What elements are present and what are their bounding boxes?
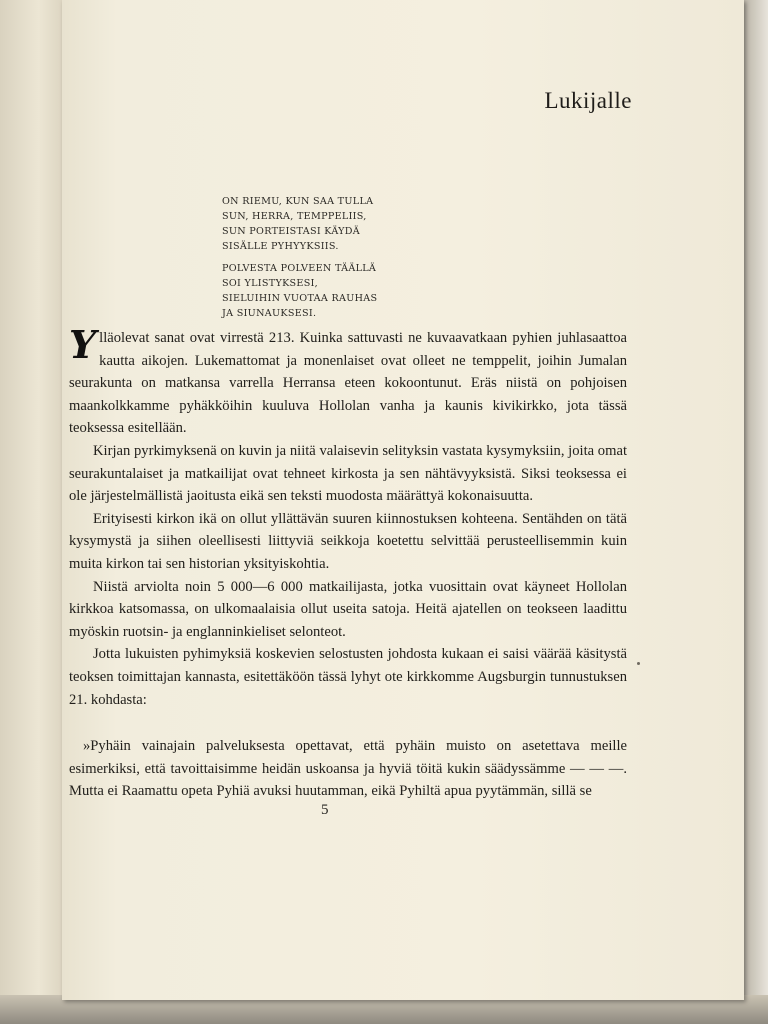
drop-cap: Y [69,322,97,367]
poem-line: SOI YLISTYKSESI, [222,278,319,289]
page-title: Lukijalle [544,88,632,113]
poem-stanza-2 [222,261,452,321]
paragraph-4: Niistä arviolta noin 5 000—6 000 matkailijasta, jotka vuosittain ovat käyneet Hollolan kirkkoa katsomassa, on ulkomaalaisia ollut useita satoja. Heitä ajatellen on teokseen laadittu myöskin ruotsin- ja englanninkieliset selonteot. [69,578,627,640]
poem-line: JA SIUNAUKSESI. [222,308,317,319]
poem-line: SUN, HERRA, TEMPPELIIS, [222,211,367,222]
page-speck [637,662,640,665]
facing-page-edge [0,0,70,1024]
body-text [69,322,627,803]
book-right-edge [742,0,768,1024]
poem-line: SISÄLLE PYHYYKSIIS. [222,241,339,252]
poem-line: SUN PORTEISTASI KÄYDÄ [222,226,361,237]
poem-stanza-1 [222,194,452,254]
augsburg-quote: »Pyhäin vainajain palveluksesta opettavat, että pyhäin muisto on asetettava meille esimerkiksi, että tavoittaisimme heidän uskoansa ja hyviä töitä kukin säädyssämme — — —. Mutta ei Raamattu opeta Pyhiä avuksi huutamman, eikä Pyhiltä apua pyytämmän, sillä se [69,738,627,800]
poem-line: SIELUIHIN VUOTAA RAUHAS [222,293,378,304]
page-number: 5 [321,802,329,818]
paragraph-2: Kirjan pyrkimyksenä on kuvin ja niitä valaisevin selityksin vastata kysymyksiin, joita omat seurakuntalaiset ja matkailijat ovat tehneet kirkosta ja sen nähtävyyksistä. Siksi teoksessa ei ole järjestelmällistä jaoitusta eikä sen teksti muodosta määrättyä kokonaisuutta. [69,442,627,505]
paragraph-1-text: lläolevat sanat ovat virrestä 213. Kuinka sattuvasti ne kuvaavatkaan pyhien juhlasaattoa kautta aikojen. Lukemattomat ja monenlaiset ovat olleet ne temppelit, joihin Jumalan seurakunta on matkansa varrella Herransa eteen kokoontunut. Eräs niistä on pohjoisen maankolkkamme pyhäkköihin kuuluva Hollolan vanha ja kaunis kivikirkko, jota tässä teoksessa esitellään. [69,330,627,437]
poem-line: POLVESTA POLVEEN TÄÄLLÄ [222,263,377,274]
paragraph-1 [69,322,627,440]
hymn-epigraph [222,194,452,328]
paragraph-3: Erityisesti kirkon ikä on ollut yllättävän suuren kiinnostuksen kohteena. Sentähden on tätä kysymystä ja siihen oleellisesti liittyviä seikkoja koetettu selvittää perusteellisemmin kuin muita kirkon tai sen historian yksityiskohtia. [69,510,627,572]
paragraph-5: Jotta lukuisten pyhimyksiä koskevien selostusten johdosta kukaan ei saisi väärää käsitystä teoksen toimittajan kannasta, esitettäköön tässä lyhyt ote kirkkomme Augsburgin tunnustuksen 21. kohdasta: [69,646,627,708]
poem-line: ON RIEMU, KUN SAA TULLA [222,196,374,207]
